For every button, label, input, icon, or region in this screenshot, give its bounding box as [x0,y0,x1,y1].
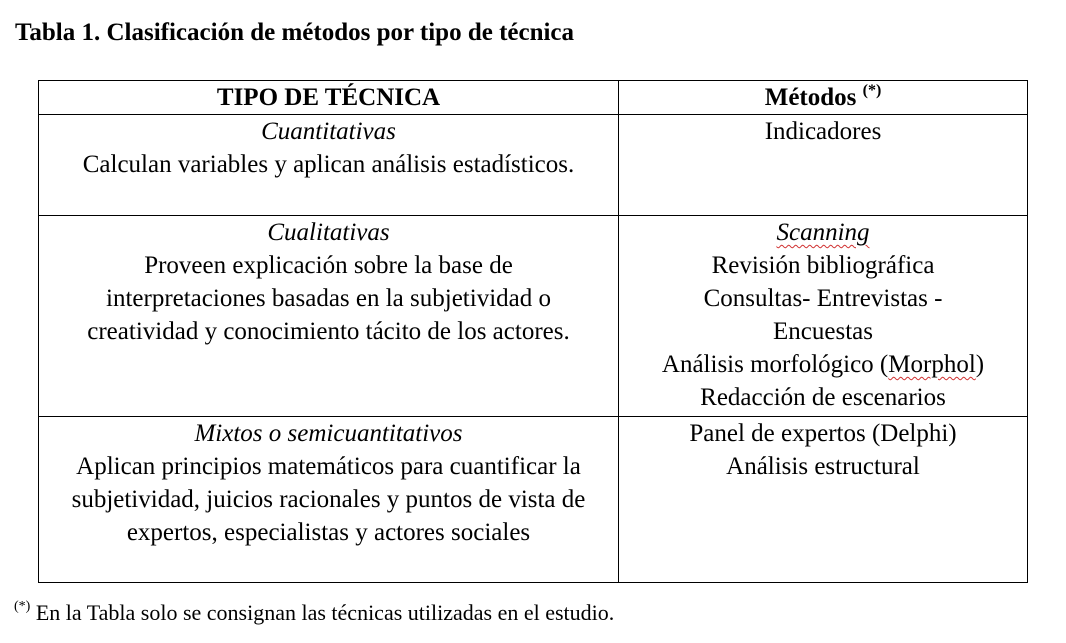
tipo-description: Calculan variables y aplican análisis estadísticos. [82,151,575,178]
table-row [39,417,1028,583]
metodo-item-scanning [625,216,1021,249]
table-footnote [14,598,614,628]
metodo-scanning-text: Scanning [776,219,870,246]
table-header-row [39,81,1028,115]
classification-table [38,80,1028,583]
metodo-item: Panel de expertos (Delphi) [689,420,957,447]
header-metodos-label: Métodos [764,84,857,111]
metodo-item: Indicadores [764,118,882,145]
table-row [39,216,1028,417]
metodo-item-morphol [625,348,1021,381]
header-metodos-footnote-mark: (*) [862,82,882,99]
table-title: Tabla 1. Clasificación de métodos por tipo de técnica [15,19,575,46]
morph-suffix: ) [975,351,985,378]
table-row [39,115,1028,216]
morph-word: Morphol [888,351,976,378]
metodo-item: Redacción de escenarios [700,384,946,411]
metodos-cell [619,216,1028,417]
footnote-mark: (*) [14,599,31,614]
tipo-cell [39,216,619,417]
metodo-item: Consultas- Entrevistas - Encuestas [703,285,943,345]
metodo-item: Análisis estructural [726,453,920,480]
tipo-name: Cualitativas [267,219,390,246]
morph-prefix: Análisis morfológico ( [661,351,889,378]
tipo-description: Aplican principios matemáticos para cuantificar la subjetividad, juicios racionales y puntos de vista de expertos, especialistas y actores sociales [71,453,586,546]
tipo-name: Cuantitativas [261,118,396,145]
metodo-item: Revisión bibliográfica [711,252,935,279]
metodos-cell [619,115,1028,216]
tipo-name: Mixtos o semicuantitativos [194,420,463,447]
header-tipo-de-tecnica: TIPO DE TÉCNICA [39,81,619,115]
footnote-text: En la Tabla solo se consignan las técnicas utilizadas en el estudio. [30,600,615,625]
metodos-cell [619,417,1028,583]
header-metodos [619,81,1028,115]
tipo-cell [39,417,619,583]
tipo-cell [39,115,619,216]
tipo-description: Proveen explicación sobre la base de interpretaciones basadas en la subjetividad o creatividad y conocimiento tácito de los actores. [87,252,570,345]
